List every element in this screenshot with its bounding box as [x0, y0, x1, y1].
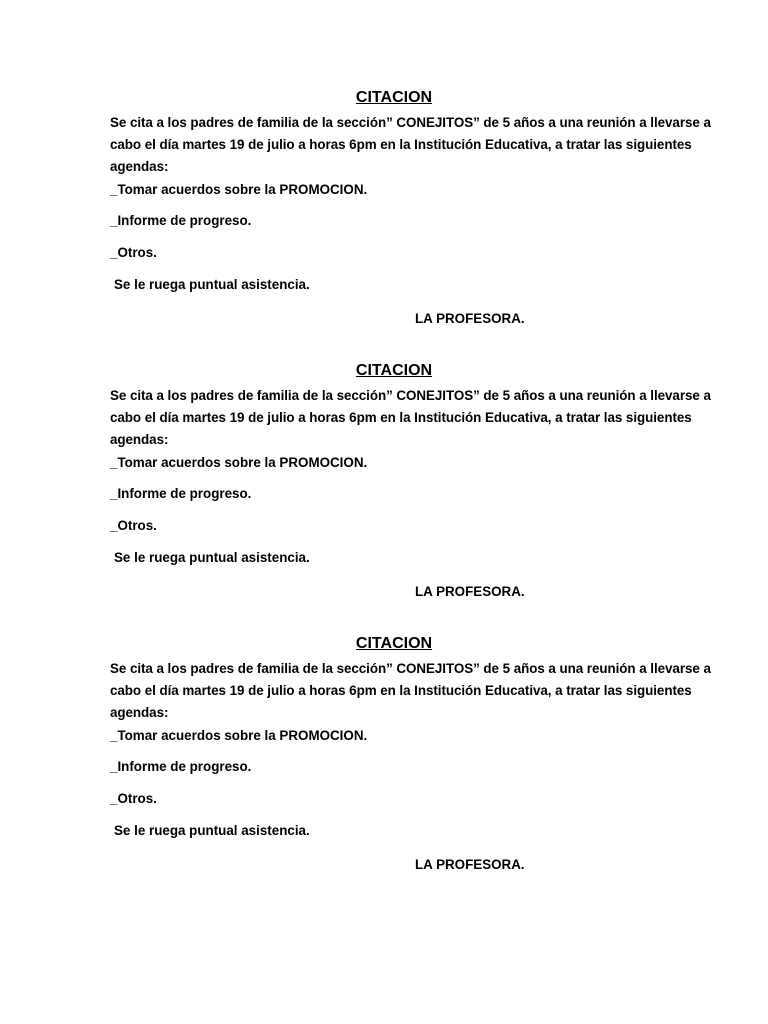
signature: LA PROFESORA.: [415, 311, 525, 326]
agenda-item: _Tomar acuerdos sobre la PROMOCION.: [110, 728, 368, 743]
closing-text: Se le ruega puntual asistencia.: [114, 550, 310, 565]
agenda-item: _Informe de progreso.: [110, 213, 252, 228]
citation-body: Se cita a los padres de familia de la sección” CONEJITOS” de 5 años a una reunión a llevarse a cabo el día martes 19 de julio a horas 6pm en la Institución Educativa, a tratar las siguientes agendas:: [110, 115, 711, 174]
citation-body: Se cita a los padres de familia de la sección” CONEJITOS” de 5 años a una reunión a llevarse a cabo el día martes 19 de julio a horas 6pm en la Institución Educativa, a tratar las siguientes agendas:: [110, 661, 711, 720]
closing-text: Se le ruega puntual asistencia.: [114, 823, 310, 838]
signature: LA PROFESORA.: [415, 584, 525, 599]
agenda-item: _Tomar acuerdos sobre la PROMOCION.: [110, 455, 368, 470]
agenda-item: _Informe de progreso.: [110, 486, 252, 501]
signature: LA PROFESORA.: [415, 857, 525, 872]
agenda-item: _Informe de progreso.: [110, 759, 252, 774]
citation-title: CITACION: [355, 362, 433, 379]
citation-title: CITACION: [355, 89, 433, 106]
agenda-item: _Otros.: [110, 518, 157, 533]
citation-body: Se cita a los padres de familia de la sección” CONEJITOS” de 5 años a una reunión a llevarse a cabo el día martes 19 de julio a horas 6pm en la Institución Educativa, a tratar las siguientes agendas:: [110, 388, 711, 447]
citation-title: CITACION: [355, 635, 433, 652]
closing-text: Se le ruega puntual asistencia.: [114, 277, 310, 292]
agenda-item: _Tomar acuerdos sobre la PROMOCION.: [110, 182, 368, 197]
agenda-item: _Otros.: [110, 791, 157, 806]
agenda-item: _Otros.: [110, 245, 157, 260]
